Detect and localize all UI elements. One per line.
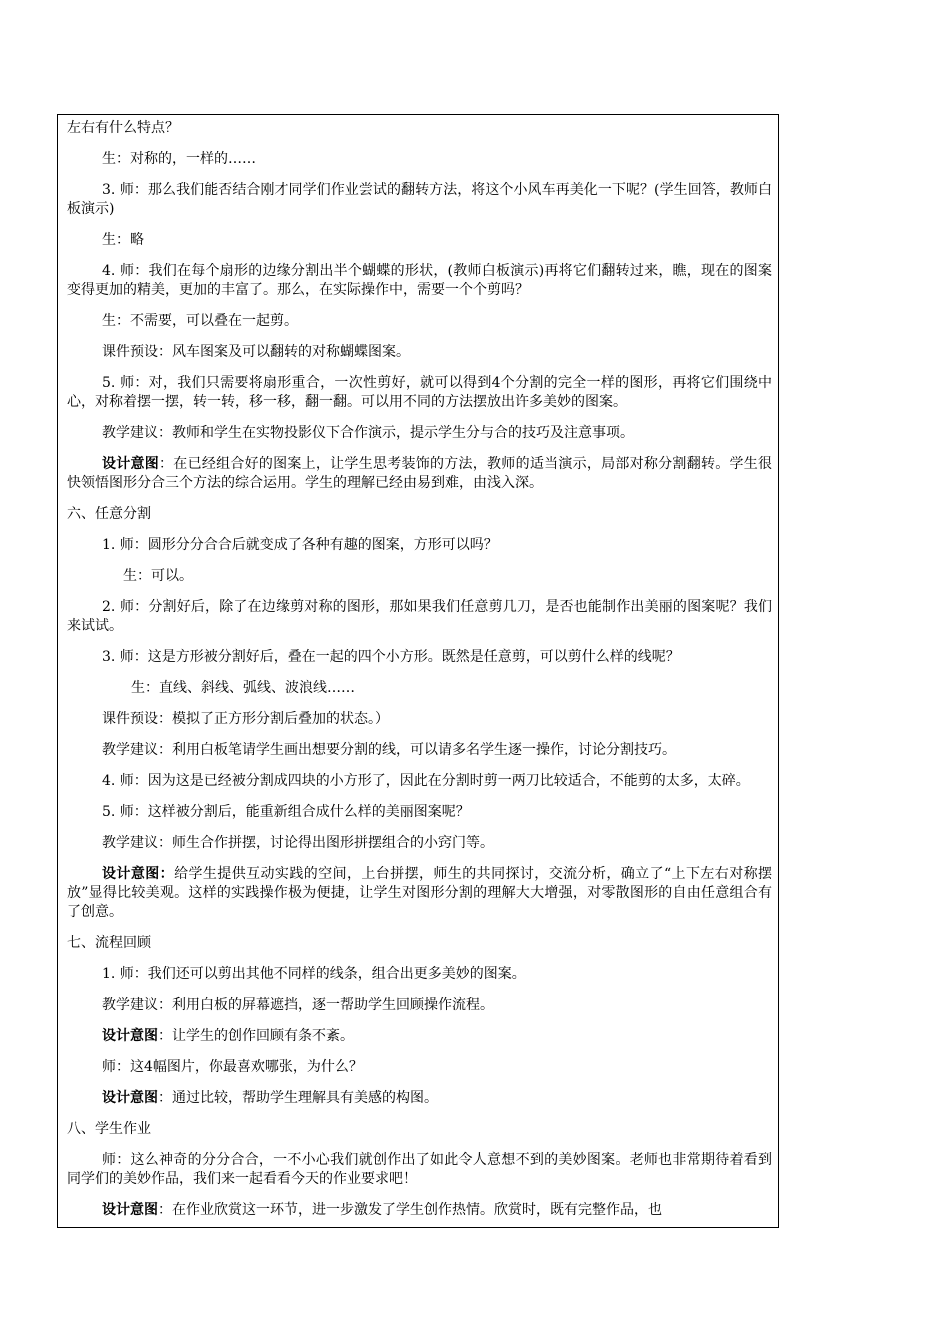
paragraph-17: 课件预设：模拟了正方形分割后叠加的状态。） — [102, 711, 389, 727]
design-intent-1: 设计意图：在已经组合好的图案上，让学生思考装饰的方法，教师的适当演示，局部对称分割翻转。学生很快领悟图形分合三个方法的综合运用。学生的理解已经由易到难，由浅入深。 — [67, 456, 773, 491]
design-intent-label: 设计意图： — [102, 866, 175, 882]
paragraph-21: 教学建议：师生合作拼摆，讨论得出图形拼摆组合的小窍门等。 — [102, 835, 494, 851]
paragraph-12: 1. 师：圆形分分合合后就变成了各种有趣的图案，方形可以吗？ — [102, 537, 498, 553]
paragraph-20: 5. 师：这样被分割后，能重新组合成什么样的美丽图案呢？ — [102, 804, 470, 820]
paragraph-18: 教学建议：利用白板笔请学生画出想要分割的线，可以请多名学生逐一操作，讨论分割技巧。 — [102, 742, 676, 758]
design-intent-4: 设计意图：通过比较，帮助学生理解具有美感的构图。 — [102, 1090, 438, 1106]
document-table-cell — [57, 114, 779, 1228]
section-heading-6: 六、任意分割 — [67, 506, 151, 522]
lesson-plan-text — [67, 119, 772, 1220]
paragraph-13: 生：可以。 — [123, 568, 193, 584]
design-intent-3: 设计意图：让学生的创作回顾有条不紊。 — [102, 1028, 354, 1044]
paragraph-1: 左右有什么特点？ — [67, 120, 179, 136]
paragraph-3: 3. 师：那么我们能否结合刚才同学们作业尝试的翻转方法，将这个小风车再美化一下呢？(学生回答，教师白板演示) — [67, 182, 772, 217]
paragraph-25: 教学建议：利用白板的屏幕遮挡，逐一帮助学生回顾操作流程。 — [102, 997, 494, 1013]
design-intent-label: 设计意图 — [102, 1090, 158, 1106]
design-intent-label: 设计意图 — [102, 1202, 158, 1218]
paragraph-30: 师：这么神奇的分分合合，一不小心我们就创作出了如此令人意想不到的美妙图案。老师也非常期待着看到同学们的美妙作品，我们来一起看看今天的作业要求吧！ — [67, 1152, 772, 1187]
paragraph-5: 4. 师：我们在每个扇形的边缘分割出半个蝴蝶的形状，(教师白板演示)再将它们翻转过来，瞧，现在的图案变得更加的精美，更加的丰富了。那么，在实际操作中，需要一个个剪吗？ — [67, 263, 772, 298]
section-heading-7: 七、流程回顾 — [67, 935, 151, 951]
paragraph-19: 4. 师：因为这是已经被分割成四块的小方形了，因此在分割时剪一两刀比较适合，不能剪的太多，太碎。 — [102, 773, 750, 789]
paragraph-6: 生：不需要，可以叠在一起剪。 — [102, 313, 298, 329]
design-intent-2: 设计意图：给学生提供互动实践的空间，上台拼摆，师生的共同探讨，交流分析，确立了“上下左右对称摆放”显得比较美观。这样的实践操作极为便捷，让学生对图形分割的理解大大增强，对零散图形的自由任意组合有了创意。 — [67, 866, 773, 920]
section-heading-8: 八、学生作业 — [67, 1121, 151, 1137]
paragraph-7: 课件预设：风车图案及可以翻转的对称蝴蝶图案。 — [102, 344, 410, 360]
paragraph-4: 生：略 — [102, 232, 144, 248]
design-intent-label: 设计意图 — [102, 456, 160, 472]
design-intent-5: 设计意图：在作业欣赏这一环节，进一步激发了学生创作热情。欣赏时，既有完整作品，也 — [102, 1202, 662, 1218]
paragraph-9: 教学建议：教师和学生在实物投影仪下合作演示，提示学生分与合的技巧及注意事项。 — [102, 425, 634, 441]
design-intent-label: 设计意图 — [102, 1028, 158, 1044]
paragraph-16: 生：直线、斜线、弧线、波浪线…… — [131, 680, 355, 696]
paragraph-27: 师：这4幅图片，你最喜欢哪张，为什么？ — [102, 1059, 363, 1075]
paragraph-24: 1. 师：我们还可以剪出其他不同样的线条，组合出更多美妙的图案。 — [102, 966, 526, 982]
paragraph-8: 5. 师：对，我们只需要将扇形重合，一次性剪好，就可以得到4个分割的完全一样的图形，再将它们围绕中心，对称着摆一摆，转一转，移一移，翻一翻。可以用不同的方法摆放出许多美妙的图案。 — [67, 375, 772, 410]
paragraph-15: 3. 师：这是方形被分割好后，叠在一起的四个小方形。既然是任意剪，可以剪什么样的线呢？ — [102, 649, 680, 665]
paragraph-14: 2. 师：分割好后，除了在边缘剪对称的图形，那如果我们任意剪几刀，是否也能制作出美丽的图案呢？我们来试试。 — [67, 599, 772, 634]
paragraph-2: 生：对称的，一样的…… — [102, 151, 256, 167]
